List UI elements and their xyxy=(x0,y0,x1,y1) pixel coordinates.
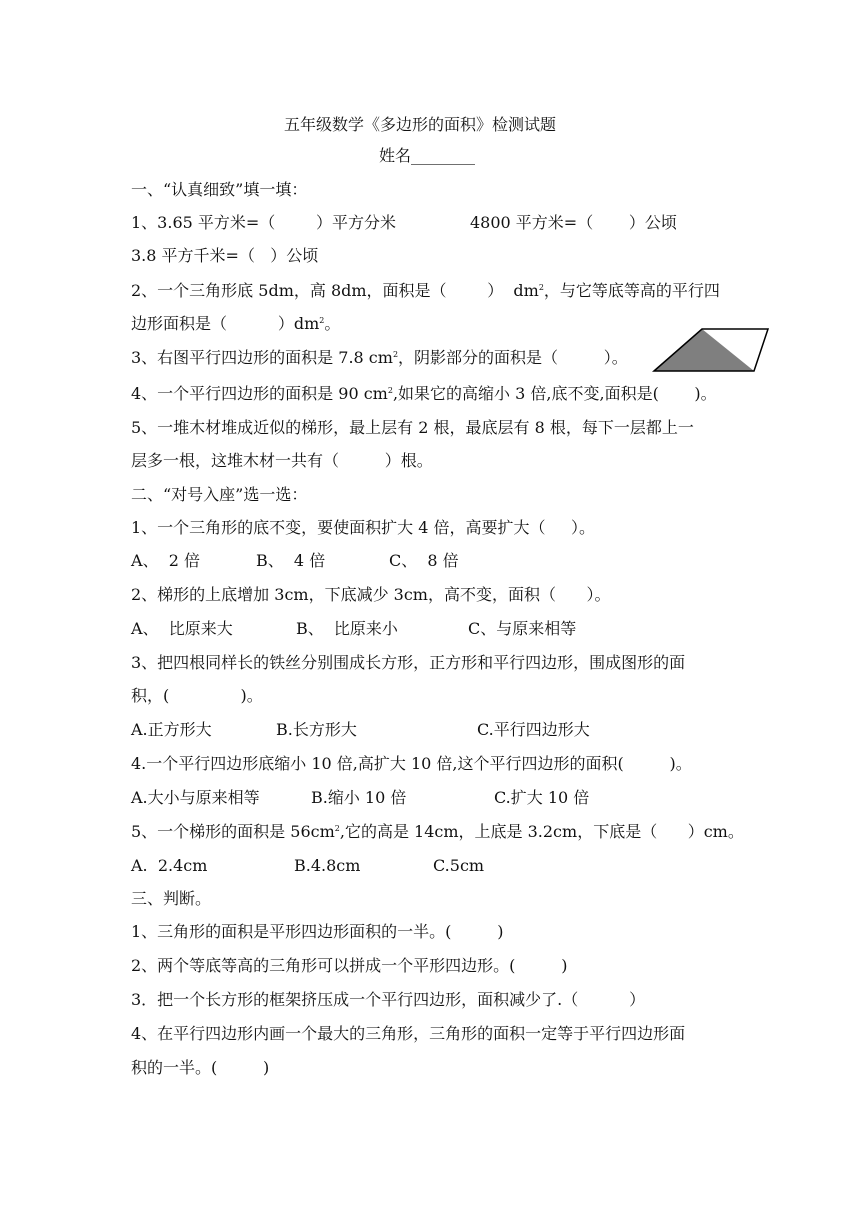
s2-q1-option-b: B、 4 倍 xyxy=(256,551,326,570)
s1-q2-line1-text-b: ，与它等底等高的平行四 xyxy=(543,281,720,300)
s2-q3-option-a: A.正方形大 xyxy=(131,720,212,739)
s2-q2-option-b: B、 比原来小 xyxy=(296,619,398,638)
s1-q3 xyxy=(131,348,628,368)
s1-q3-text-a: 3、右图平行四边形的面积是 7.8 cm xyxy=(131,348,393,367)
s2-q5-option-c: C.5cm xyxy=(433,856,485,875)
s1-q4-text-a: 4、一个平行四边形的面积是 90 cm xyxy=(131,384,388,403)
s1-q1-part-a: 1、3.65 平方米=（ ）平方分米 xyxy=(131,213,396,232)
section3-heading: 三、判断。 xyxy=(131,889,212,908)
name-field-label: 姓名________ xyxy=(379,146,476,165)
s1-q4-exponent: 2 xyxy=(387,386,393,395)
s1-q2-line2 xyxy=(131,314,340,334)
s1-q3-text-b: ，阴影部分的面积是（ ）。 xyxy=(398,348,628,367)
s2-q2-option-a: A、 比原来大 xyxy=(131,619,233,638)
s3-q4-line2: 积的一半。( ) xyxy=(131,1058,270,1077)
s2-q4-option-c: C.扩大 10 倍 xyxy=(494,788,590,807)
s2-q5-exponent: 2 xyxy=(334,824,340,833)
s2-q4-option-a: A.大小与原来相等 xyxy=(131,788,260,807)
s1-q3-exponent: 2 xyxy=(392,350,399,359)
s1-q4-text-b: ,如果它的高缩小 3 倍,底不变,面积是( )。 xyxy=(392,384,717,403)
page-title: 五年级数学《多边形的面积》检测试题 xyxy=(284,115,557,134)
s1-q1-part-c: 3.8 平方千米=（ ）公顷 xyxy=(131,246,319,265)
s1-q2-line1-exponent: 2 xyxy=(538,283,544,292)
s1-q4 xyxy=(131,384,717,404)
s2-q5-option-a: A. 2.4cm xyxy=(131,856,208,875)
s1-q2-line1 xyxy=(131,281,720,301)
s2-q3-option-c: C.平行四边形大 xyxy=(477,720,590,739)
s2-q4: 4.一个平行四边形底缩小 10 倍,高扩大 10 倍,这个平行四边形的面积( )。 xyxy=(131,754,692,773)
s1-q2-line1-text-a: 2、一个三角形底 5dm，高 8dm，面积是（ ） dm xyxy=(131,281,539,300)
s2-q5-text-b: ,它的高是 14cm，上底是 3.2cm，下底是（ ）cm。 xyxy=(339,822,744,841)
s2-q5-text-a: 5、一个梯形的面积是 56cm xyxy=(131,822,335,841)
section1-heading: 一、“认真细致”填一填： xyxy=(131,180,308,199)
s2-q3-line1: 3、把四根同样长的铁丝分别围成长方形，正方形和平行四边形，围成图形的面 xyxy=(131,653,686,672)
s2-q1-option-c: C、 8 倍 xyxy=(389,551,459,570)
s2-q1-option-a: A、 2 倍 xyxy=(131,551,200,570)
s2-q1: 1、一个三角形的底不变，要使面积扩大 4 倍，高要扩大（ ）。 xyxy=(131,518,595,537)
s2-q3-line2: 积，( )。 xyxy=(131,686,263,705)
s1-q2-line2-exponent: 2 xyxy=(319,316,325,325)
s3-q4-line1: 4、在平行四边形内画一个最大的三角形，三角形的面积一定等于平行四边形面 xyxy=(131,1024,686,1043)
s1-q2-line2-text-b: 。 xyxy=(324,314,341,333)
section2-heading: 二、“对号入座”选一选： xyxy=(131,485,308,504)
s2-q4-option-b: B.缩小 10 倍 xyxy=(311,788,407,807)
s1-q5-line1: 5、一堆木材堆成近似的梯形，最上层有 2 根，最底层有 8 根，每下一层都上一 xyxy=(131,418,694,437)
s3-q3: 3．把一个长方形的框架挤压成一个平行四边形，面积减少了.（ ） xyxy=(131,990,646,1009)
s2-q5-option-b: B.4.8cm xyxy=(294,856,361,875)
parallelogram-figure xyxy=(650,327,772,373)
s2-q5 xyxy=(131,822,744,842)
s1-q5-line2: 层多一根，这堆木材一共有（ ）根。 xyxy=(131,451,433,470)
s1-q1-part-b: 4800 平方米=（ ）公顷 xyxy=(470,213,677,232)
s2-q3-option-b: B.长方形大 xyxy=(276,720,357,739)
shaded-triangle xyxy=(654,329,754,371)
s3-q2: 2、两个等底等高的三角形可以拼成一个平形四边形。( ) xyxy=(131,956,568,975)
s2-q2-option-c: C、与原来相等 xyxy=(468,619,577,638)
s1-q2-line2-text-a: 边形面积是（ ）dm xyxy=(131,314,320,333)
s3-q1: 1、三角形的面积是平形四边形面积的一半。( ) xyxy=(131,922,504,941)
s2-q2: 2、梯形的上底增加 3cm，下底减少 3cm，高不变，面积（ ）。 xyxy=(131,585,611,604)
